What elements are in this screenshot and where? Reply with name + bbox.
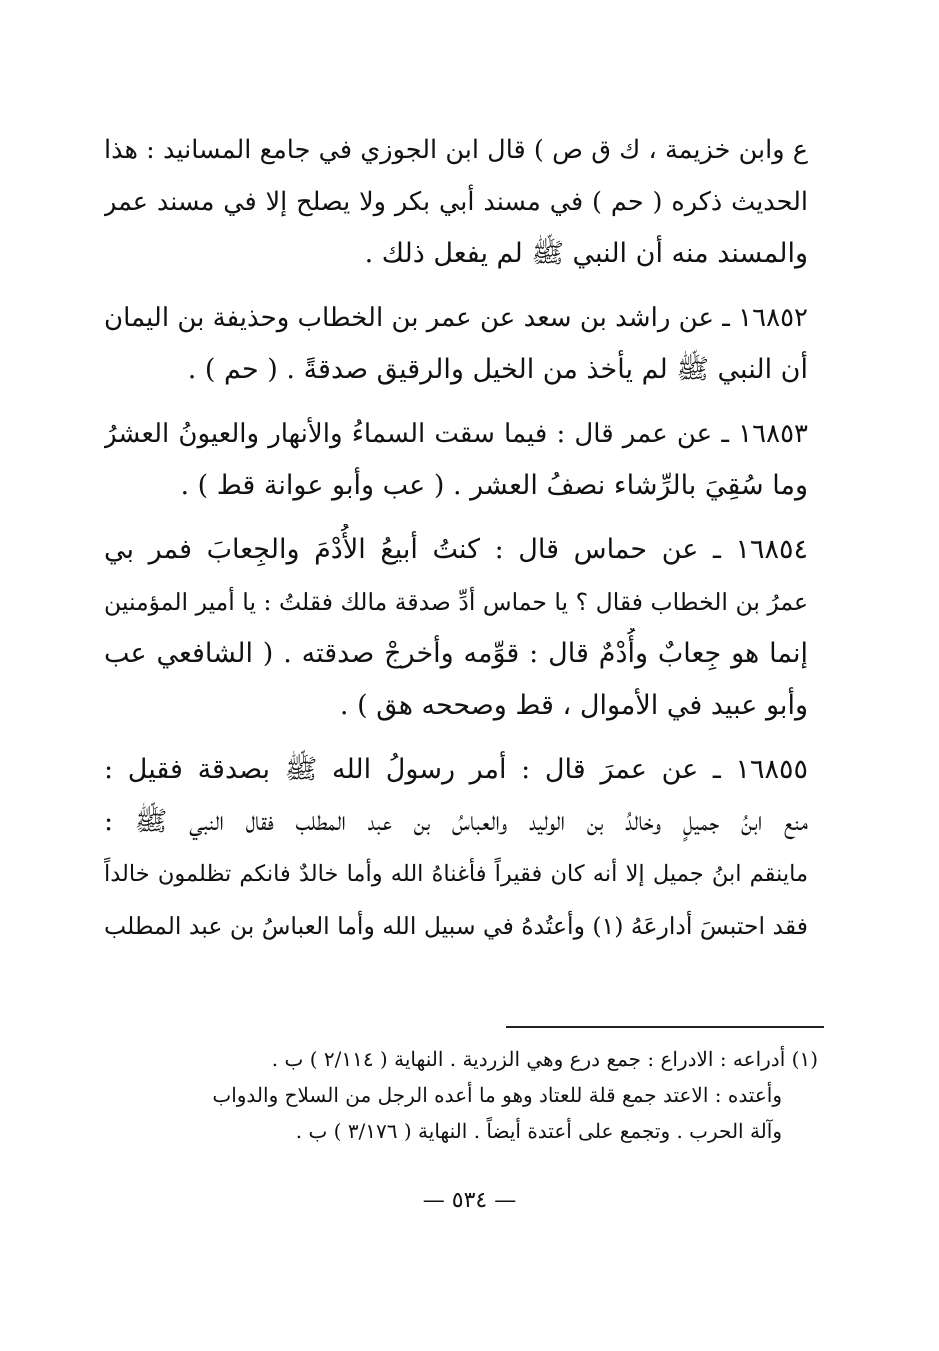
hadith-16852 [104,292,808,396]
footnote-line: وآلة الحرب . وتجمع على أعتدة أيضاً . النهاية ( ٣/١٧٦ ) ب . [295,1119,782,1143]
footnote-line: (١) أدراعه : الادراع : جمع درع وهي الزردية . النهاية ( ٢/١١٤ ) ب . [271,1047,818,1071]
paragraph-continuation [104,124,808,280]
text-line: أن النبي ﷺ لم يأخذ من الخيل والرقيق صدقةً . ( حم ) . [187,354,808,385]
text-line: منع ابنُ جميلٍ وخالدُ بن الوليد والعباسُ بن عبد المطلب فقال النبي ﷺ : [104,806,808,837]
text-line: وأبو عبيد في الأموال ، قط وصححه هق ) . [339,690,808,721]
page-number: — ٥٣٤ — [422,1188,517,1213]
text-line: ١٦٨٥٥ ـ عن عمرَ قال : أمر رسولُ الله ﷺ بصدقة فقيل : [104,754,808,785]
text-line: ١٦٨٥٣ ـ عن عمر قال : فيما سقت السماءُ والأنهار والعيونُ العشرُ [104,419,808,449]
main-text [104,124,808,952]
text-line: إنما هو جِعابٌ وأُدْمٌ قال : قوِّمه وأخرجْ صدقته . ( الشافعي عب [104,638,808,669]
hadith-16853 [104,408,808,512]
text-line: الحديث ذكره ( حم ) في مسند أبي بكر ولا يصلح إلا في مسند عمر [104,187,808,217]
text-line: فقد احتبسَ أدارعَهُ (١) وأعتُدهُ في سبيل الله وأما العباسُ بن عبد المطلب [104,912,808,940]
text-line: والمسند منه أن النبي ﷺ لم يفعل ذلك . [364,238,808,269]
text-line: عمرُ بن الخطاب فقال ؟ يا حماس أدِّ صدقة مالك فقلتُ : يا أمير المؤمنين [104,588,808,616]
text-line: ماينقم ابنُ جميل إلا أنه كان فقيراً فأغناهُ الله وأما خالدٌ فانكم تظلمون خالداً [104,861,808,887]
footnotes [118,1041,818,1149]
hadith-16855 [104,744,808,952]
footnote-separator [506,1026,824,1028]
text-line: ع وابن خزيمة ، ك ق ص ) قال ابن الجوزي في جامع المسانيد : هذا [104,135,808,165]
text-line: ١٦٨٥٢ ـ عن راشد بن سعد عن عمر بن الخطاب وحذيفة بن اليمان [104,303,808,333]
hadith-16854 [104,524,808,732]
footnote-line: وأعتده : الاعتد جمع قلة للعتاد وهو ما أعده الرجل من السلاح والدواب [212,1083,782,1107]
text-line: ١٦٨٥٤ ـ عن حماس قال : كنتُ أبيعُ الأُدْمَ والجِعابَ فمر بي [104,534,808,565]
text-line: وما سُقِيَ بالرِّشاء نصفُ العشر . ( عب وأبو عوانة قط ) . [180,470,808,501]
